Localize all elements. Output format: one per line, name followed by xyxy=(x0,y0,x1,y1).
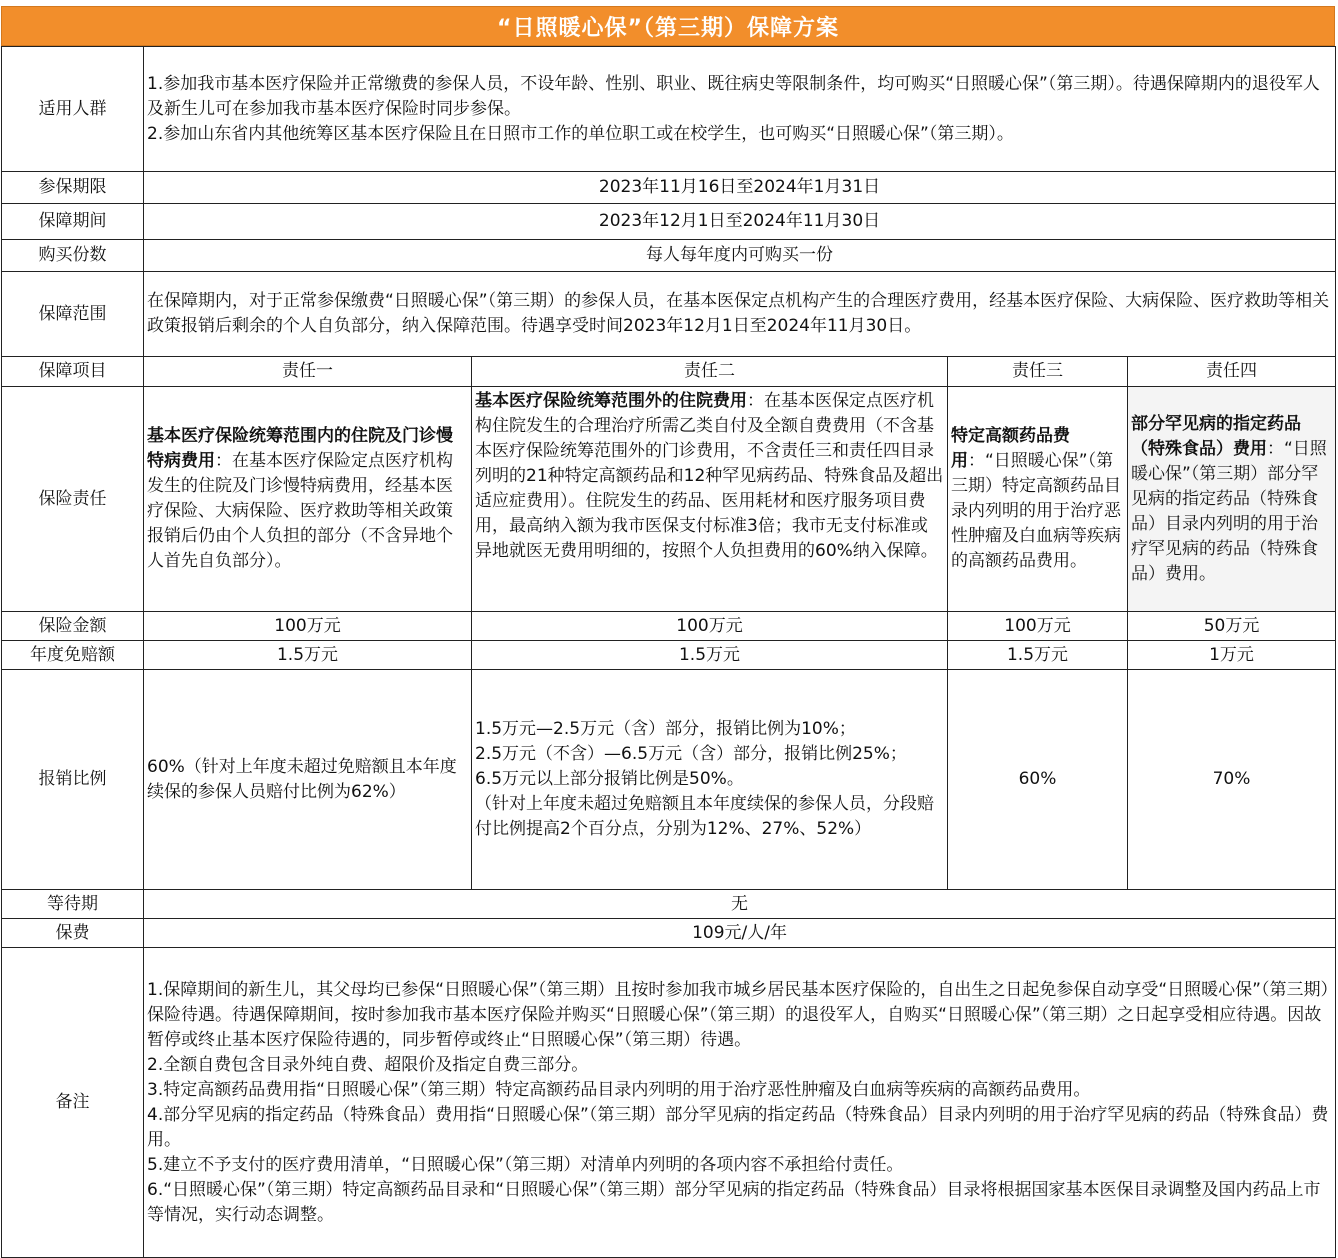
row-insured-amount xyxy=(2,612,1336,641)
plan-table xyxy=(1,46,1336,1258)
label-enroll-period: 参保期限 xyxy=(2,172,144,204)
ratio-2-line-3: 6.5万元以上部分报销比例是50%。 xyxy=(475,769,744,789)
row-copies xyxy=(2,240,1336,272)
insured-amount-1: 100万元 xyxy=(144,612,472,641)
liability-3-title: 特定高额药品费用 xyxy=(951,426,1070,471)
waiting-value: 无 xyxy=(144,890,1336,919)
deductible-1: 1.5万元 xyxy=(144,641,472,670)
label-notes: 备注 xyxy=(2,948,144,1258)
label-items: 保障项目 xyxy=(2,357,144,387)
label-coverage-period: 保障期间 xyxy=(2,204,144,240)
label-ratio: 报销比例 xyxy=(2,670,144,890)
row-liability xyxy=(2,387,1336,612)
ratio-2 xyxy=(472,670,948,890)
head-liability-1: 责任一 xyxy=(144,357,472,387)
copies-value: 每人每年度内可购买一份 xyxy=(144,240,1336,272)
note-5: 5.建立不予支付的医疗费用清单，“日照暖心保”（第三期）对清单内列明的各项内容不承担给付责任。 xyxy=(147,1154,904,1175)
deductible-3: 1.5万元 xyxy=(948,641,1128,670)
notes-text xyxy=(144,948,1336,1258)
liability-1-text xyxy=(144,387,472,612)
row-enroll-period xyxy=(2,172,1336,204)
liability-1-title: 基本医疗保险统筹范围内的住院及门诊慢特病费用 xyxy=(147,426,453,471)
liability-2-title: 基本医疗保险统筹范围外的住院费用 xyxy=(475,391,747,411)
ratio-3: 60% xyxy=(948,670,1128,890)
row-items xyxy=(2,357,1336,387)
label-eligibility: 适用人群 xyxy=(2,47,144,172)
liability-3-text xyxy=(948,387,1128,612)
liability-3-desc: ：“日照暖心保”（第三期）特定高额药品目录内列明的用于治疗恶性肿瘤及白血病等疾病的高额药品费用。 xyxy=(951,451,1121,571)
insured-amount-2: 100万元 xyxy=(472,612,948,641)
liability-1-desc: ：在基本医疗保险定点医疗机构发生的住院及门诊慢特病费用，经基本医疗保险、大病保险、医疗救助等相关政策报销后仍由个人负担的部分（不含异地个人首先自负部分）。 xyxy=(147,451,453,571)
insured-amount-4: 50万元 xyxy=(1128,612,1336,641)
deductible-2: 1.5万元 xyxy=(472,641,948,670)
eligibility-line-1: 1.参加我市基本医疗保险并正常缴费的参保人员，不设年龄、性别、职业、既往病史等限制条件，均可购买“日照暖心保”（第三期）。待遇保障期内的退役军人及新生儿可在参加我市基本医疗保险时同步参保。 xyxy=(147,73,1320,119)
label-scope: 保障范围 xyxy=(2,272,144,357)
head-liability-2: 责任二 xyxy=(472,357,948,387)
liability-4-title: 部分罕见病的指定药品（特殊食品）费用 xyxy=(1131,413,1301,459)
note-2: 2.全额自费包含目录外纯自费、超限价及指定自费三部分。 xyxy=(147,1054,589,1075)
label-copies: 购买份数 xyxy=(2,240,144,272)
eligibility-text xyxy=(144,47,1336,172)
insured-amount-3: 100万元 xyxy=(948,612,1128,641)
liability-2-text xyxy=(472,387,948,612)
row-eligibility xyxy=(2,47,1336,172)
row-scope xyxy=(2,272,1336,357)
liability-4-text xyxy=(1128,387,1336,612)
label-waiting: 等待期 xyxy=(2,890,144,919)
label-insured-amount: 保险金额 xyxy=(2,612,144,641)
ratio-2-line-2: 2.5万元（不含）—6.5万元（含）部分，报销比例25%； xyxy=(475,744,907,764)
note-3: 3.特定高额药品费用指“日照暖心保”（第三期）特定高额药品目录内列明的用于治疗恶性肿瘤及白血病等疾病的高额药品费用。 xyxy=(147,1079,1091,1100)
note-4: 4.部分罕见病的指定药品（特殊食品）费用指“日照暖心保”（第三期）部分罕见病的指定药品（特殊食品）目录内列明的用于治疗罕见病的药品（特殊食品）费用。 xyxy=(147,1104,1329,1150)
liability-4-desc: ：“日照暖心保”（第三期）部分罕见病的指定药品（特殊食品）目录内列明的用于治疗罕见病的药品（特殊食品）费用。 xyxy=(1131,438,1327,584)
ratio-4: 70% xyxy=(1128,670,1336,890)
ratio-2-line-4: （针对上年度未超过免赔额且本年度续保的参保人员，分段赔付比例提高2个百分点，分别为12%、27%、52%） xyxy=(475,794,934,839)
enroll-period-value: 2023年11月16日至2024年1月31日 xyxy=(144,172,1336,204)
ratio-1: 60%（针对上年度未超过免赔额且本年度续保的参保人员赔付比例为62%） xyxy=(144,670,472,890)
premium-value: 109元/人/年 xyxy=(144,919,1336,948)
deductible-4: 1万元 xyxy=(1128,641,1336,670)
label-premium: 保费 xyxy=(2,919,144,948)
label-liability: 保险责任 xyxy=(2,387,144,612)
label-deductible: 年度免赔额 xyxy=(2,641,144,670)
row-deductible xyxy=(2,641,1336,670)
row-premium xyxy=(2,919,1336,948)
row-coverage-period xyxy=(2,204,1336,240)
note-6: 6.“日照暖心保”（第三期）特定高额药品目录和“日照暖心保”（第三期）部分罕见病的指定药品（特殊食品）目录将根据国家基本医保目录调整及国内药品上市等情况，实行动态调整。 xyxy=(147,1179,1321,1225)
ratio-2-line-1: 1.5万元—2.5万元（含）部分，报销比例为10%； xyxy=(475,719,856,739)
scope-text: 在保障期内，对于正常参保缴费“日照暖心保”（第三期）的参保人员，在基本医保定点机构产生的合理医疗费用，经基本医疗保险、大病保险、医疗救助等相关政策报销后剩余的个人自负部分，纳入保障范围。待遇享受时间2023年12月1日至2024年11月30日。 xyxy=(144,272,1336,357)
row-notes xyxy=(2,948,1336,1258)
head-liability-4: 责任四 xyxy=(1128,357,1336,387)
row-ratio xyxy=(2,670,1336,890)
page-title: “日照暖心保”（第三期）保障方案 xyxy=(1,6,1335,46)
head-liability-3: 责任三 xyxy=(948,357,1128,387)
liability-2-desc: ：在基本医保定点医疗机构住院发生的合理治疗所需乙类自付及全额自费费用（不含基本医疗保险统筹范围外的门诊费用，不含责任三和责任四目录列明的21种特定高额药品和12种罕见病药品、特殊食品及超出适应症费用）。住院发生的药品、医用耗材和医疗服务项目费用，最高纳入额为我市医保支付标准3倍；我市无支付标准或异地就医无费用明细的，按照个人负担费用的60%纳入保障。 xyxy=(475,391,944,561)
coverage-period-value: 2023年12月1日至2024年11月30日 xyxy=(144,204,1336,240)
eligibility-line-2: 2.参加山东省内其他统筹区基本医疗保险且在日照市工作的单位职工或在校学生，也可购买“日照暖心保”（第三期）。 xyxy=(147,123,1014,144)
row-waiting xyxy=(2,890,1336,919)
note-1: 1.保障期间的新生儿，其父母均已参保“日照暖心保”（第三期）且按时参加我市城乡居民基本医疗保险的，自出生之日起免参保自动享受“日照暖心保”（第三期）保险待遇。待遇保障期间，按时参加我市基本医疗保险并购买“日照暖心保”（第三期）的退役军人，自购买“日照暖心保”（第三期）之日起享受相应待遇。因故暂停或终止基本医疗保险待遇的，同步暂停或终止“日照暖心保”（第三期）待遇。 xyxy=(147,979,1329,1050)
